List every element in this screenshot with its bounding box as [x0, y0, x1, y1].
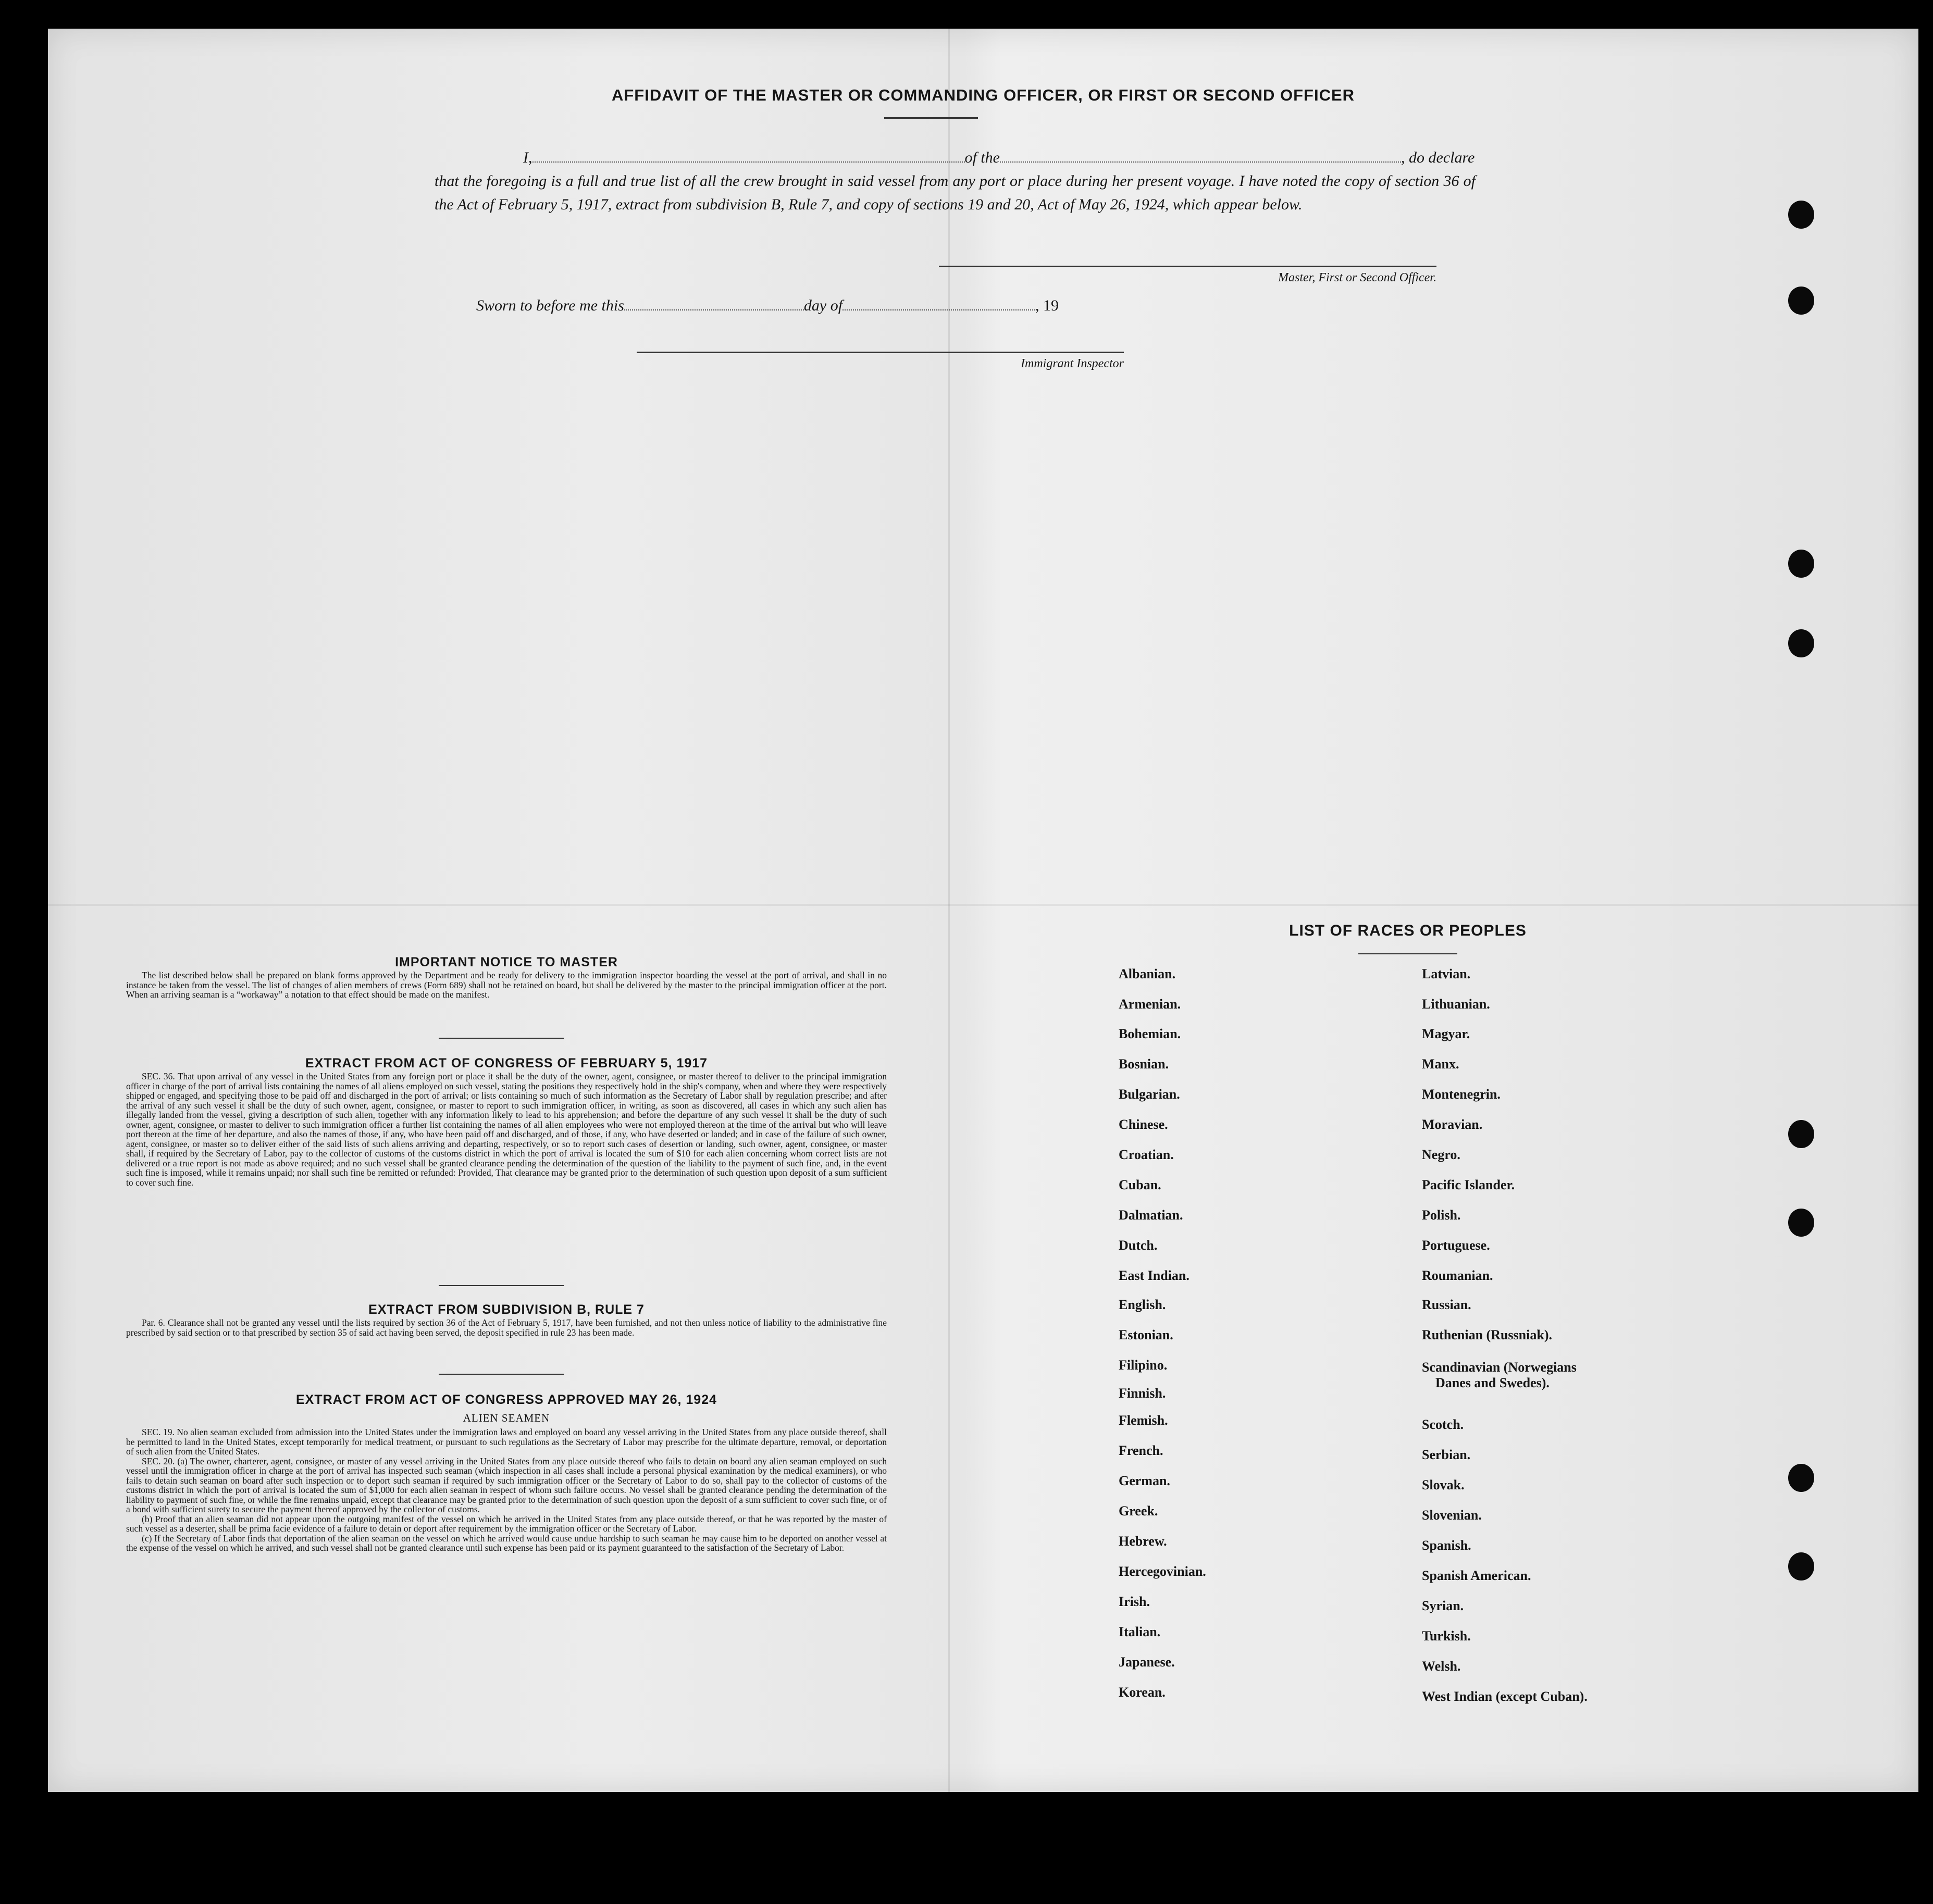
race-item: West Indian (except Cuban). — [1422, 1689, 1588, 1704]
race-item: Manx. — [1422, 1056, 1459, 1072]
master-signature-label: Master, First or Second Officer. — [1278, 271, 1436, 284]
extract-1924-title: EXTRACT FROM ACT OF CONGRESS APPROVED MAY 26, 1924 — [295, 1392, 717, 1407]
race-item: Estonian. — [1119, 1327, 1173, 1342]
race-item: Latvian. — [1422, 966, 1471, 981]
extract-1924-body — [126, 1427, 887, 1553]
notice-title: IMPORTANT NOTICE TO MASTER — [395, 955, 618, 969]
sec-19-paragraph: SEC. 19. No alien seaman excluded from admission into the United States under the immigration laws and employed on board any vessel arriving in the United States from any place outside thereof, shall be permitted to land in the United States, except temporarily for medical treatment, or pursuant to such regulations as the Secretary of Labor may prescribe for the ultimate departure, removal, or deportation of such alien from the United States. — [126, 1427, 887, 1457]
race-item: French. — [1119, 1443, 1163, 1458]
affidavit-of-the-label: of the — [964, 149, 1000, 166]
extract-1917-title: EXTRACT FROM ACT OF CONGRESS OF FEBRUARY 5, 1917 — [305, 1056, 708, 1071]
race-item: Serbian. — [1422, 1447, 1471, 1462]
race-item: Dutch. — [1119, 1238, 1158, 1253]
sworn-month-field[interactable] — [842, 296, 1035, 310]
races-title: LIST OF RACES OR PEOPLES — [1289, 922, 1527, 939]
race-item: Irish. — [1119, 1594, 1150, 1609]
race-item: Finnish. — [1119, 1386, 1166, 1401]
race-item: Polish. — [1422, 1208, 1461, 1223]
extract-rule7-title: EXTRACT FROM SUBDIVISION B, RULE 7 — [368, 1302, 645, 1317]
race-item: Scandinavian (Norwegians Danes and Swedes). — [1422, 1360, 1577, 1390]
notice-paragraph: The list described below shall be prepared on blank forms approved by the Department and be ready for delivery to the immigration inspector boarding the vessel at the port of arrival, and shall in no instance be taken from the vessel. The list of changes of alien members of crews (Form 689) shall not be retained on board, but shall be delivered by the master to the principal immigration officer at the port. When an arriving seaman is a “workaway” a notation to that effect should be made on the manifest. — [126, 970, 887, 1000]
race-item: Portuguese. — [1422, 1238, 1490, 1253]
master-signature-line[interactable] — [939, 266, 1436, 267]
race-item: Greek. — [1119, 1503, 1158, 1519]
race-item: Magyar. — [1422, 1026, 1470, 1041]
document-page — [48, 29, 1918, 1792]
sworn-day-field[interactable] — [624, 296, 804, 310]
notice-body — [126, 970, 887, 1000]
race-item: Chinese. — [1119, 1117, 1168, 1132]
race-item: Armenian. — [1119, 997, 1181, 1012]
race-item: Bosnian. — [1119, 1056, 1169, 1072]
sec-20b-paragraph: (b) Proof that an alien seaman did not appear upon the outgoing manifest of the vessel on which he arrived in the United States from any place outside thereof, or that he was reported by the master of such vessel as a deserter, shall be prima facie evidence of a failure to detain or deport after requirement by the immigration officer or the Secretary of Labor. — [126, 1513, 887, 1534]
sworn-day-of-label: day of — [803, 297, 843, 314]
race-item: Montenegrin. — [1422, 1087, 1501, 1102]
affidavit-statement — [435, 146, 1476, 216]
race-item: Flemish. — [1119, 1413, 1168, 1428]
race-item: German. — [1119, 1473, 1170, 1488]
title-divider — [884, 117, 978, 119]
sworn-year-label: , 19 — [1035, 297, 1059, 314]
race-item: Hercegovinian. — [1119, 1564, 1206, 1579]
inspector-signature-line[interactable] — [637, 352, 1124, 353]
race-item: English. — [1119, 1297, 1166, 1312]
race-item: Dalmatian. — [1119, 1208, 1183, 1223]
race-item: Croatian. — [1119, 1147, 1174, 1162]
section-divider — [439, 1285, 564, 1286]
race-item: Hebrew. — [1119, 1534, 1167, 1549]
race-item: Russian. — [1422, 1297, 1471, 1312]
extract-1917-body — [126, 1072, 887, 1187]
extract-1917-paragraph: SEC. 36. That upon arrival of any vessel in the United States from any foreign port or place it shall be the duty of the owner, agent, consignee, or master thereof to deliver to the principal immigration officer in charge of the port of arrival lists containing the names of all aliens employed on such vessel, stating the positions they respectively hold in the ship's company, when and where they were respectively shipped or engaged, and specifying those to be paid off and discharged in the port of arrival; or lists containing so much of such information as the Secretary of Labor shall by regulation prescribe; and after the arrival of any such vessel it shall be the duty of such owner, agent, consignee, or master to report to such immigration officer, in writing, as soon as discovered, all cases in which any such alien has illegally landed from the vessel, giving a description of such alien, together with any information likely to lead to his apprehension; and before the departure of any such vessel it shall be the duty of such owner, agent, consignee, or master to deliver to such immigration officer a further list containing the names of all alien employees who were not employed thereon at the time of the arrival but who will leave port thereon at the time of her departure, and also the names of those, if any, who have been paid off and discharged, and of those, if any, who have deserted or landed; and in case of the failure of such owner, agent, consignee, or master so to deliver either of the said lists of such aliens arriving and departing, respectively, or so to report such cases of desertion or landing, such owner, agent, consignee, or master shall, if required by the Secretary of Labor, pay to the collector of customs of the customs district in which the port of arrival is located the sum of $10 for each alien concerning whom correct lists are not delivered or a true report is not made as above required; and no such vessel shall be granted clearance pending the determination of the question of the liability to the payment of such fine, and, in the event such fine is imposed, while it remains unpaid; nor shall such fine be remitted or refunded: Provided, That clearance may be granted prior to the determination of such question upon deposit of a sum sufficient to cover such fine. — [126, 1071, 887, 1188]
race-item: Scotch. — [1422, 1417, 1464, 1432]
horizontal-fold-crease — [48, 904, 1918, 906]
punch-hole — [1788, 629, 1814, 657]
punch-hole — [1788, 1120, 1814, 1148]
extract-rule7-body — [126, 1318, 887, 1337]
race-item: Korean. — [1119, 1685, 1166, 1700]
punch-hole — [1788, 201, 1814, 229]
affidavit-i-label: I, — [523, 149, 532, 166]
race-item: Ruthenian (Russniak). — [1422, 1327, 1552, 1342]
sec-20a-paragraph: SEC. 20. (a) The owner, charterer, agent, consignee, or master of any vessel arriving in the United States from any place outside thereof who fails to detain on board any alien seaman employed on such vessel until the immigration officer in charge at the port of arrival has inspected such seaman (which inspection in all cases shall include a personal physical examination by the medical examiners), or who fails to detain such seaman on board after such inspection or to deport such seaman if required by such immigration officer or the Secretary of Labor to do so, shall pay to the collector of customs of the customs district in which the port of arrival is located the sum of $1,000 for each alien seaman in respect of whom such failure occurs. No vessel shall be granted clearance pending the determination of the liability to payment of such fine, or while the fine remains unpaid, except that clearance may be granted prior to the determination of such question upon the deposit of a sum sufficient to cover such fine, or of a bond with sufficient surety to secure the payment thereof approved by the collector of customs. — [126, 1455, 887, 1514]
punch-hole — [1788, 287, 1814, 315]
sworn-prefix-label: Sworn to before me this — [476, 297, 624, 314]
race-item: Cuban. — [1119, 1177, 1161, 1192]
race-item: Bohemian. — [1119, 1026, 1181, 1041]
punch-hole — [1788, 1209, 1814, 1237]
race-item: Moravian. — [1422, 1117, 1483, 1132]
race-item: Roumanian. — [1422, 1268, 1493, 1283]
section-divider — [439, 1374, 564, 1375]
inspector-signature-label: Immigrant Inspector — [1021, 357, 1124, 370]
extract-rule7-paragraph: Par. 6. Clearance shall not be granted any vessel until the lists required by section 36 of the Act of February 5, 1917, have been furnished, and not then unless notice of liability to the administrative fine prescribed by said section or to that prescribed by section 35 of said act having been served, the deposit specified in rule 23 has been made. — [126, 1317, 887, 1338]
affidavit-title: AFFIDAVIT OF THE MASTER OR COMMANDING OFFICER, OR FIRST OR SECOND OFFICER — [611, 86, 1355, 104]
race-item: Albanian. — [1119, 966, 1176, 981]
race-item: Syrian. — [1422, 1598, 1464, 1613]
master-name-field[interactable] — [532, 148, 965, 163]
race-item: Spanish American. — [1422, 1568, 1531, 1583]
races-title-divider — [1358, 953, 1457, 954]
vertical-fold-crease — [948, 29, 950, 1792]
race-item: Japanese. — [1119, 1654, 1175, 1670]
race-item: Slovenian. — [1422, 1508, 1482, 1523]
race-item: Pacific Islander. — [1422, 1177, 1515, 1192]
sworn-statement — [476, 296, 1059, 315]
punch-hole — [1788, 550, 1814, 578]
race-item: Bulgarian. — [1119, 1087, 1180, 1102]
affidavit-body-text: that the foregoing is a full and true list of all the crew brought in said vessel from any port or place during her present voyage. I have noted the copy of section 36 of the Act of February 5, 1917, extract from subdivision B, Rule 7, and copy of sections 19 and 20, Act of May 26, 1924, which appear below. — [435, 172, 1476, 213]
race-item: Italian. — [1119, 1624, 1161, 1639]
punch-hole — [1788, 1552, 1814, 1581]
vessel-name-field[interactable] — [1000, 148, 1401, 163]
race-item: Spanish. — [1422, 1538, 1471, 1553]
race-item: Welsh. — [1422, 1659, 1461, 1674]
affidavit-declare-label: , do declare — [1401, 149, 1475, 166]
extract-1924-subtitle: ALIEN SEAMEN — [463, 1412, 550, 1424]
race-item: East Indian. — [1119, 1268, 1189, 1283]
section-divider — [439, 1038, 564, 1039]
race-item: Negro. — [1422, 1147, 1460, 1162]
race-item: Slovak. — [1422, 1477, 1465, 1492]
race-item: Turkish. — [1422, 1628, 1471, 1644]
sec-20c-paragraph: (c) If the Secretary of Labor finds that deportation of the alien seaman on the vessel on which he arrived would cause undue hardship to such seaman he may cause him to be deported on another vessel at the expense of the vessel on which he arrived, and such vessel shall not be granted clearance until such expense has been paid or its payment guaranteed to the satisfaction of the Secretary of Labor. — [126, 1533, 887, 1553]
race-item: Filipino. — [1119, 1358, 1168, 1373]
race-item: Lithuanian. — [1422, 997, 1490, 1012]
punch-hole — [1788, 1464, 1814, 1492]
